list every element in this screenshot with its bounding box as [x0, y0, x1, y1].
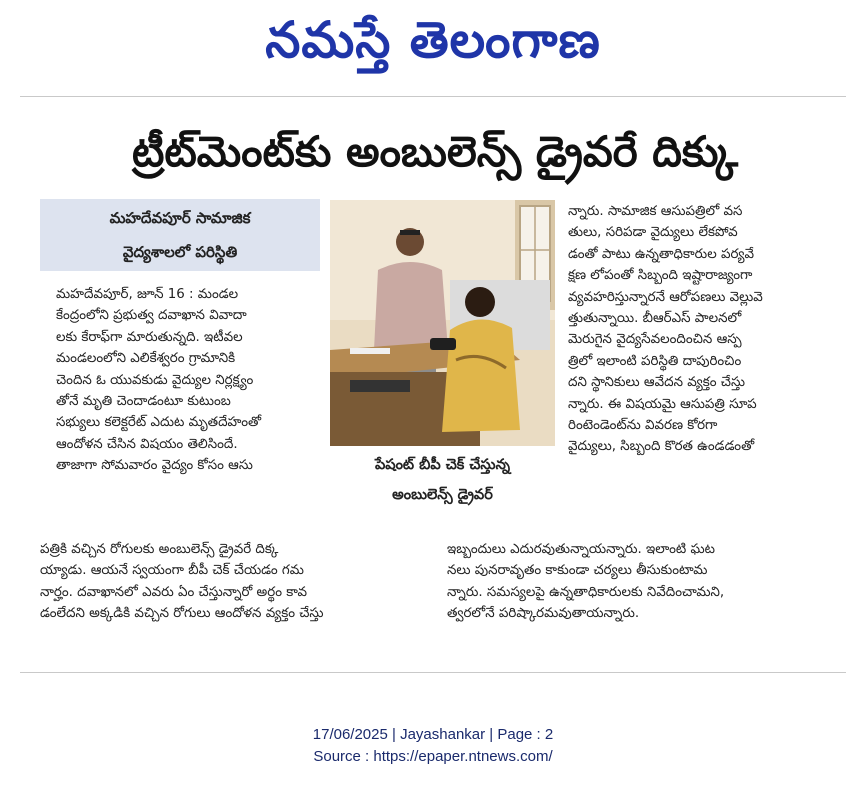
footer-date-line: 17/06/2025 | Jayashankar | Page : 2 [312, 726, 554, 743]
paragraph-line: ఆందోళన చేసిన విషయం తెలిసిందే. [56, 436, 238, 452]
paragraph-line: డంలేదని అక్కడికి వచ్చిన రోగులు ఆందోళన వ్యక్తం చేస్తు [40, 606, 324, 622]
paragraph-line: దని స్థానికులు ఆవేదన వ్యక్తం చేస్తు [568, 375, 745, 391]
paragraph-line: తోనే మృతి చెందాడంటూ కుటుంబ [56, 394, 231, 410]
paragraph-line: చెందిన ఓ యువకుడు వైద్యుల నిర్లక్ష్యం [56, 372, 254, 388]
paragraph-line: ఇబ్బందులు ఎదురవుతున్నాయన్నారు. ఇలాంటి ఘట [447, 542, 715, 557]
paragraph-line: నలు పునరావృతం కాకుండా చర్యలు తీసుకుంటామ [447, 563, 708, 579]
caption-line-1: పేషంట్ బీపీ చెక్ చేస్తున్న [374, 457, 511, 473]
paragraph-line: రింటెండెంట్‌ను వివరణ కోరగా [568, 418, 718, 434]
caption-line-2: అంబులెన్స్ డ్రైవర్ [392, 487, 493, 503]
paragraph-line: మండలంలోని ఎలికేశ్వరం గ్రామానికి [56, 351, 236, 367]
news-photo [330, 200, 555, 446]
paragraph-line: తులు, సరిపడా వైద్యులు లేకపోవ [568, 225, 738, 241]
paragraph-line: త్తుతున్నాయి. బీఆర్ఎస్ పాలనలో [568, 311, 742, 327]
paragraph-line: త్వరలోనే పరిష్కారమవుతాయన్నారు. [447, 606, 640, 622]
photo-illustration [330, 200, 555, 446]
paragraph-line: న్నారు. ఈ విషయమై ఆసుపత్రి సూప [568, 396, 757, 412]
paragraph-line: కేంద్రంలోని ప్రభుత్వ దవాఖాన వివాదా [56, 308, 247, 324]
paragraph-line: న్నారు. సమస్యలపై ఉన్నతాధికారులకు నివేదించామని, [447, 584, 725, 600]
paragraph-line: మెరుగైన వైద్యసేవలందించిన ఆస్ప [568, 332, 742, 348]
subheading-line-1: మహదేవపూర్ సామాజిక [109, 209, 251, 227]
paragraph-line: న్నారు. సామాజిక ఆసుపత్రిలో వస [568, 204, 743, 219]
left-column [56, 284, 320, 477]
subheading-box [40, 199, 320, 271]
paragraph-line: వ్యవహరిస్తున్నారనే ఆరోపణలు వెల్లువె [568, 289, 763, 305]
paragraph-line: మహదేవపూర్, జూన్ 16 : మండల [56, 287, 239, 302]
headline: ట్రీట్‌మెంట్‌కు అంబులెన్స్ డ్రైవరే దిక్కు [131, 127, 739, 176]
bottom-left-column [40, 539, 430, 625]
footer-source-line: Source : https://epaper.ntnews.com/ [313, 748, 553, 765]
paragraph-line: డంతో పాటు ఉన్నతాధికారుల పర్యవే [568, 246, 755, 262]
paragraph-line: తాజాగా సోమవారం వైద్యం కోసం ఆసు [56, 458, 253, 474]
photo-caption [330, 450, 555, 510]
paragraph-line: పత్రికి వచ్చిన రోగులకు అంబులెన్స్ డ్రైవరే దిక్క [40, 542, 279, 557]
paragraph-line: లకు కేరాఫ్‌గా మారుతున్నది. ఇటీవల [56, 329, 243, 345]
paragraph-line: నార్హం. దవాఖానలో ఎవరు ఏం చేస్తున్నారో అర్థం కావ [40, 584, 307, 600]
paragraph-line: వైద్యులు, సిబ్బంది కొరత ఉండడంతో [568, 439, 755, 455]
right-column [568, 201, 834, 458]
paragraph-line: య్యాడు. ఆయనే స్వయంగా బీపీ చెక్ చేయడం గమ [40, 563, 304, 579]
paragraph-line: క్షణ లోపంతో సిబ్బంది ఇష్టారాజ్యంగా [568, 268, 753, 284]
masthead-logo: నమస్తే తెలంగాణ [265, 11, 601, 69]
footer-divider [20, 672, 846, 673]
bottom-right-column [447, 539, 837, 625]
paragraph-line: త్రిలో ఇలాంటి పరిస్థితి దాపురించిం [568, 353, 742, 369]
masthead-divider [20, 96, 846, 97]
subheading-line-2: వైద్యశాలలో పరిస్థితి [122, 243, 238, 261]
paragraph-line: సభ్యులు కలెక్టరేట్ ఎదుట మృతదేహంతో [56, 415, 262, 431]
